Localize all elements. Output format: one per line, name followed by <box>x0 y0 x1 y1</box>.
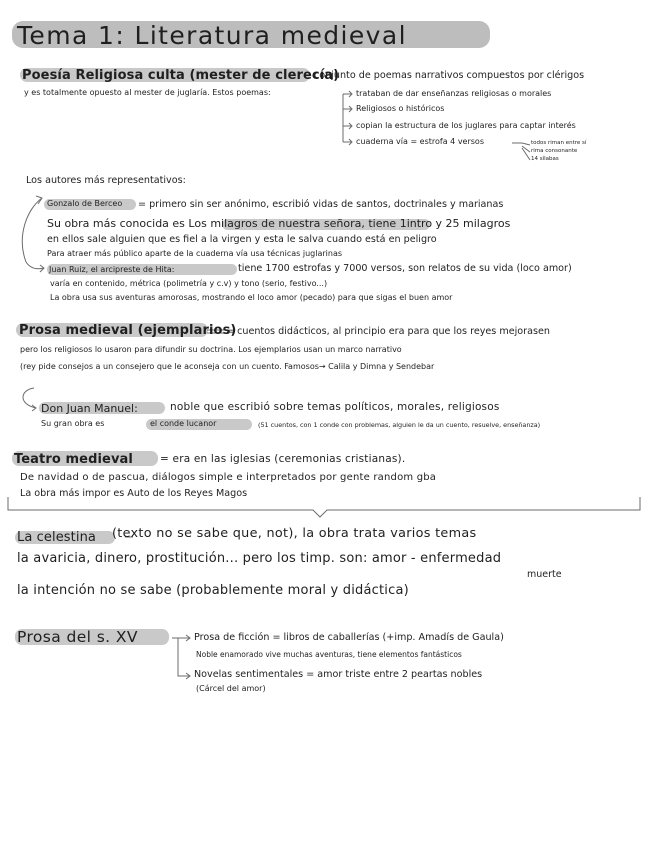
berceo-line-2c: , tiene 1intro y 25 milagros <box>361 217 511 230</box>
prosa-line-1: = cuentos didácticos, al principio era para que los reyes mejorasen <box>226 326 550 337</box>
celestina-line-1: (texto no se sabe que, not), la obra trata varios temas <box>112 526 477 541</box>
milagros-title: Los milagros de nuestra señora <box>188 217 362 230</box>
celestina-line-2: la avaricia, dinero, prostitución... pero los timp. son: amor - enfermedad <box>17 551 502 566</box>
poesia-heading: Poesía Religiosa culta (mester de clerecía) <box>22 68 340 83</box>
berceo-line-2 <box>47 218 510 229</box>
ficcion-line-2: Noble enamorado vive muchas aventuras, tiene elementos fantásticos <box>196 650 462 659</box>
poesia-def-2: y es totalmente opuesto al mester de juglaría. Estos poemas: <box>24 88 271 97</box>
novelas-line-1: Novelas sentimentales = amor triste entre 2 peartas nobles <box>194 669 483 680</box>
manuel-line-2c: (51 cuentos, con 1 conde con problemas, alguien le da un cuento, resuelve, enseñanza) <box>258 421 541 429</box>
teatro-line-1: = era en las iglesias (ceremonias cristianas). <box>160 453 406 465</box>
berceo-line-2a: Su obra más conocida es <box>47 217 185 230</box>
berceo-name: Gonzalo de Berceo <box>47 199 123 208</box>
prosa-xv-heading: Prosa del s. XV <box>17 628 138 646</box>
berceo-line-3: en ellos sale alguien que es fiel a la virgen y esta le salva cuando está en peligro <box>47 234 437 245</box>
rima-note-1: todos riman entre sí <box>531 140 587 146</box>
teatro-line-3: La obra más impor es Auto de los Reyes Magos <box>20 488 248 499</box>
prosa-line-3: (rey pide consejos a un consejero que le aconseja con un cuento. Famosos→ Calila y Dimna y Sendebar <box>20 362 435 371</box>
poesia-def-1: conjunto de poemas narrativos compuestos por clérigos <box>314 70 585 81</box>
berceo-line-4: Para atraer más público aparte de la cuaderna vía usa técnicas juglarinas <box>47 249 343 258</box>
teatro-line-2: De navidad o de pascua, diálogos simple e interpretados por gente random gba <box>20 472 437 483</box>
manuel-line-1: noble que escribió sobre temas políticos, morales, religiosos <box>170 401 500 413</box>
poesia-bullet-4: cuaderna vía = estrofa 4 versos <box>356 137 484 146</box>
ruiz-line-2: varía en contenido, métrica (polimetría y c.v) y tono (serio, festivo...) <box>50 279 328 288</box>
rima-note-3: 14 sílabas <box>531 156 559 162</box>
celestina-line-3: la intención no se sabe (probablemente moral y didáctica) <box>17 583 409 598</box>
poesia-bullet-3: copian la estructura de los juglares para captar interés <box>356 121 576 130</box>
ruiz-name: Juan Ruiz, el arcipreste de Hita: <box>49 265 175 274</box>
lucanor-title: el conde lucanor <box>150 419 217 428</box>
manuel-line-2a: Su gran obra es <box>41 419 105 428</box>
ruiz-line-3: La obra usa sus aventuras amorosas, mostrando el loco amor (pecado) para que sigas el buen amor <box>50 293 453 302</box>
berceo-line-1: = primero sin ser anónimo, escribió vidas de santos, doctrinales y marianas <box>138 199 504 210</box>
poesia-bullet-2: Religiosos o históricos <box>356 104 445 113</box>
celestina-heading: La celestina <box>17 530 96 545</box>
rima-note-2: rima consonante <box>531 148 578 154</box>
teatro-heading: Teatro medieval <box>14 452 133 467</box>
prosa-heading: Prosa medieval (ejemplarios) <box>19 323 237 338</box>
manuel-name: Don Juan Manuel: <box>41 402 138 415</box>
prosa-line-2: pero los religiosos lo usaron para difundir su doctrina. Los ejemplarios usan un marco narrativo <box>20 345 402 354</box>
ficcion-line-1: Prosa de ficción = libros de caballerías (+imp. Amadís de Gaula) <box>194 632 504 643</box>
page-title: Tema 1: Literatura medieval <box>17 21 407 50</box>
poesia-bullet-1: trataban de dar enseñanzas religiosas o morales <box>356 89 552 98</box>
celestina-muerte: muerte <box>527 569 562 580</box>
autores-label: Los autores más representativos: <box>26 175 186 186</box>
ruiz-line-1: tiene 1700 estrofas y 7000 versos, son relatos de su vida (loco amor) <box>238 263 572 274</box>
novelas-line-2: (Cárcel del amor) <box>196 684 266 693</box>
